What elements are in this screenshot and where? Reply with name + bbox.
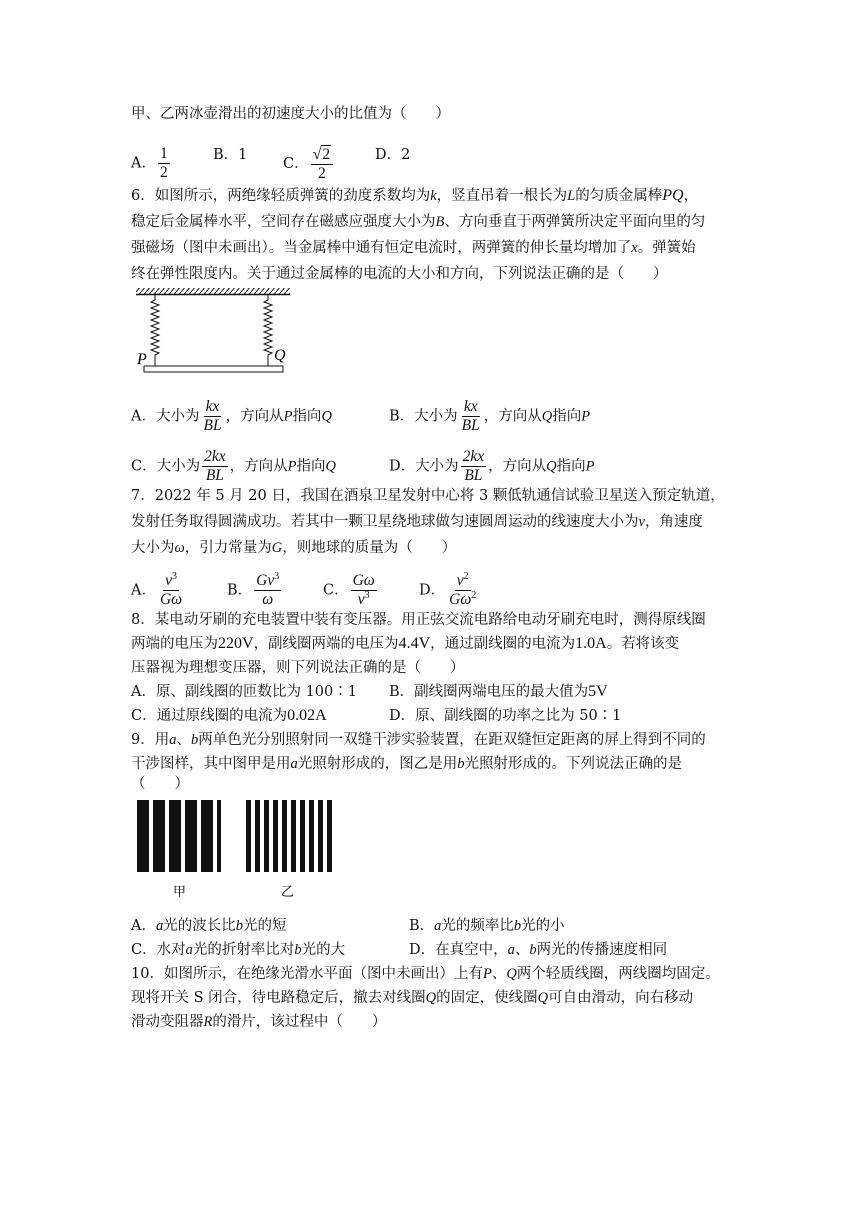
q9-line-1: 9．用a、b两单色光分别照射同一双缝干涉实验装置，在距双缝恒定距离的屏上得到不同的 <box>131 732 706 748</box>
q9-option-a: A．a光的波长比b光的短 <box>131 918 287 934</box>
q8-line-3: 压器视为理想变压器，则下列说法正确的是（ ） <box>131 660 465 676</box>
q8-option-a: A．原、副线圈的匝数比为 100∶1 <box>131 684 357 700</box>
q9-option-c: C．水对a光的折射率比对b光的大 <box>131 942 346 958</box>
q7-line-1: 7．2022 年 5 月 20 日，我国在酒泉卫星发射中心将 3 颗低轨通信试验卫星送入预定轨道， <box>131 488 725 504</box>
q7-option-b: B． $\frac{Gv^3}{\omega}$ <box>227 570 280 608</box>
q10-line-3: 滑动变阻器R的滑片，该过程中（ ） <box>131 1014 387 1030</box>
q5-stem: 甲、乙两冰壶滑出的初速度大小的比值为（ ） <box>131 106 450 122</box>
q8-option-b: B．副线圈两端电压的最大值为5V <box>389 683 608 700</box>
q6-option-c: C．大小为 $\frac{2kx}{BL}$ ，方向从P指向Q <box>131 448 336 484</box>
right-spring <box>264 295 272 366</box>
q8-line-1: 8．某电动牙刷的充电装置中装有变压器。用正弦交流电路给电动牙刷充电时，测得原线圈 <box>131 612 706 628</box>
q8-line-2: 两端的电压为220V，副线圈两端的电压为4.4V，通过副线圈的电流为1.0A。若将该变 <box>131 635 680 652</box>
q8-option-d: D．原、副线圈的功率之比为 50∶1 <box>389 708 622 724</box>
q6-line-3: 强磁场（图中未画出）。当金属棒中通有恒定电流时，两弹簧的伸长量均增加了x。弹簧始 <box>131 240 696 256</box>
q10-line-2: 现将开关 S 闭合，待电路稳定后，撤去对线圈Q的固定，使线圈Q可自由滑动，向右移动 <box>131 990 694 1006</box>
fraction: √ 2 2 <box>311 145 334 183</box>
interference-patterns-figure <box>131 796 341 906</box>
ceiling <box>136 288 290 294</box>
q5-option-d: D．2 <box>375 147 411 163</box>
label-p: P <box>137 351 147 368</box>
q6-option-b: B．大小为 $\frac{kx}{BL}$ ，方向从Q指向P <box>389 398 591 434</box>
label-jia: 甲 <box>173 884 187 899</box>
q9-option-d: D．在真空中，a、b两光的传播速度相同 <box>409 942 668 958</box>
q7-line-2: 发射任务取得圆满成功。若其中一颗卫星绕地球做匀速圆周运动的线速度大小为v，角速度 <box>131 514 703 530</box>
label-q: Q <box>274 347 286 364</box>
q6-line-4: 终在弹性限度内。关于通过金属棒的电流的大小和方向，下列说法正确的是（ ） <box>131 266 668 282</box>
q5-option-a: A． $\frac{1}{2}$ <box>131 145 168 181</box>
q10-line-1: 10．如图所示，在绝缘光滑水平面（图中未画出）上有P、Q两个轻质线圈，两线圈均固定。 <box>131 966 720 982</box>
spring-rod-figure <box>131 286 295 378</box>
q7-option-c: C． $\frac{G\omega}{v^3}$ <box>323 572 375 608</box>
q7-option-d: D． $\frac{v^2}{G\omega^2}$ <box>419 570 477 608</box>
q6-line-2: 稳定后金属棒水平，空间存在磁感应强度大小为B、方向垂直于两弹簧所决定平面向里的匀 <box>131 214 706 230</box>
q8-option-c: C．通过原线圈的电流为0.02A <box>131 707 327 724</box>
q9-option-b: B．a光的频率比b光的小 <box>409 918 565 934</box>
q5-option-c: C． √ 2 2 <box>283 145 335 183</box>
left-spring <box>151 295 159 366</box>
q7-option-a: A． $\frac{v^3}{G\omega}$ <box>131 570 183 608</box>
q6-option-d: D．大小为 $\frac{2kx}{BL}$ ，方向从Q指向P <box>389 448 595 484</box>
q9-line-2: 干涉图样，其中图甲是用a光照射形成的，图乙是用b光照射形成的。下列说法正确的是 <box>131 756 682 772</box>
fraction: $\frac{1}{2}$ <box>159 145 168 181</box>
q6-option-a: A．大小为 $\frac{kx}{BL}$ ，方向从P指向Q <box>131 398 332 434</box>
metal-rod <box>144 366 283 372</box>
pattern-a-fringes <box>137 800 221 872</box>
label-yi: 乙 <box>281 884 295 899</box>
q5-option-b: B．1 <box>213 147 248 163</box>
pattern-b-fringes <box>246 800 332 872</box>
q7-line-3: 大小为ω，引力常量为G，则地球的质量为（ ） <box>131 540 457 556</box>
q6-line-1: 6．如图所示，两绝缘轻质弹簧的劲度系数均为k，竖直吊着一根长为L的匀质金属棒PQ， <box>131 187 699 204</box>
q9-line-3: （ ） <box>131 776 189 792</box>
